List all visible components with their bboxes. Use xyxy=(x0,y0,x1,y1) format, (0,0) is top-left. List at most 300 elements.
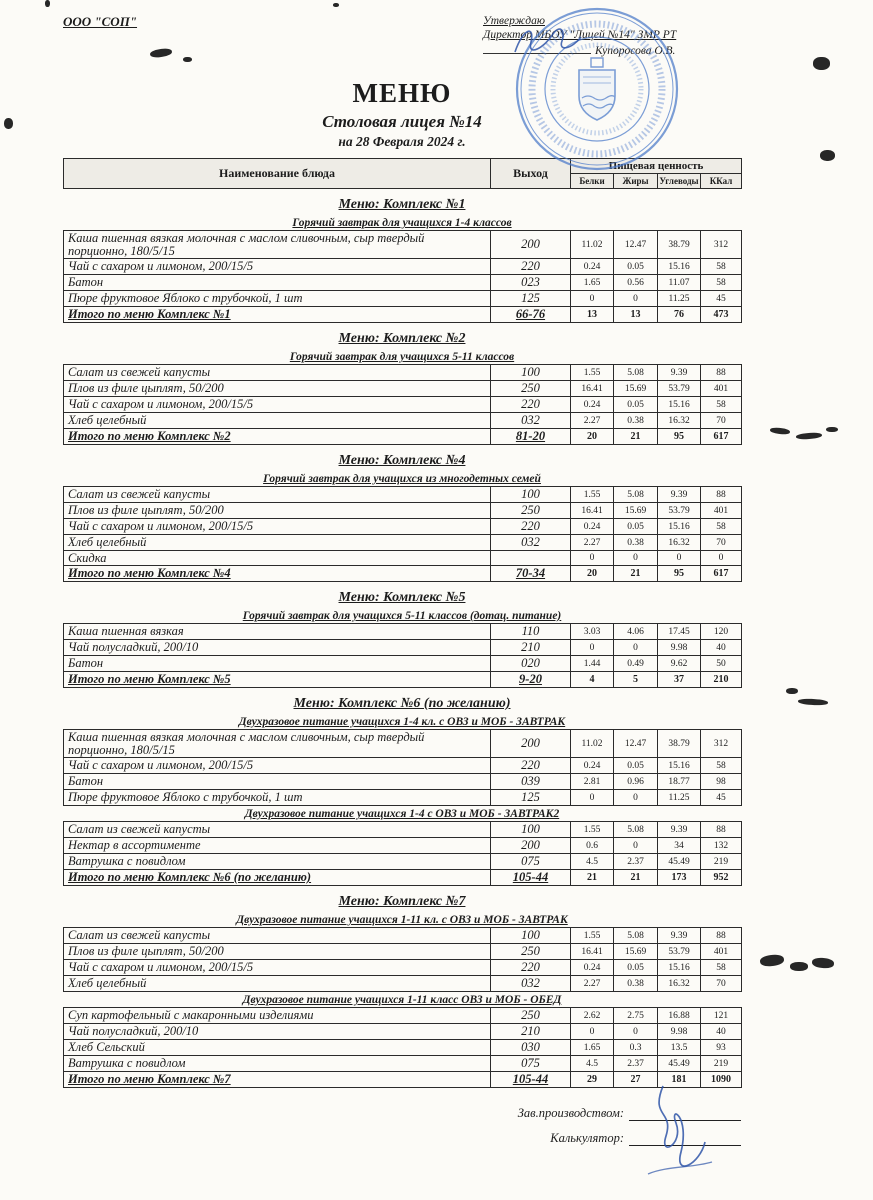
nutrition-value-cell: 53.79 xyxy=(658,503,701,519)
table-row xyxy=(64,275,742,291)
output-cell: 250 xyxy=(491,503,571,519)
menu-group-table xyxy=(63,486,742,582)
nutrition-value-cell: 4.5 xyxy=(571,854,614,870)
nutrition-value-cell: 58 xyxy=(701,758,742,774)
table-row xyxy=(64,519,742,535)
table-row xyxy=(64,551,742,566)
dish-name-cell: Чай с сахаром и лимоном, 200/15/5 xyxy=(64,960,491,976)
scan-artifact xyxy=(826,427,838,432)
col-header-kcal: ККал xyxy=(701,174,742,189)
nutrition-value-cell: 0.38 xyxy=(614,535,658,551)
nutrition-value-cell: 15.16 xyxy=(658,259,701,275)
dish-name-cell: Каша пшенная вязкая молочная с маслом сливочным, сыр твердый порционно, 180/5/15 xyxy=(64,231,491,259)
menu-group-subtitle: Горячий завтрак для учащихся 1-4 классов xyxy=(292,217,512,229)
output-cell: 100 xyxy=(491,365,571,381)
menu-group-subtitle: Двухразовое питание учащихся 1-4 кл. с ОВЗ и МОБ - ЗАВТРАК xyxy=(238,716,566,728)
nutrition-value-cell: 53.79 xyxy=(658,381,701,397)
nutrition-value-cell: 0 xyxy=(614,551,658,566)
output-cell: 100 xyxy=(491,928,571,944)
total-value-cell: 29 xyxy=(571,1072,614,1088)
total-row xyxy=(64,870,742,886)
table-row xyxy=(64,487,742,503)
table-row xyxy=(64,838,742,854)
output-cell: 220 xyxy=(491,960,571,976)
dish-name-cell: Пюре фруктовое Яблоко с трубочкой, 1 шт xyxy=(64,291,491,307)
page-subtitle: Столовая лицея №14 xyxy=(322,112,482,131)
table-row xyxy=(64,790,742,806)
nutrition-value-cell: 0 xyxy=(571,291,614,307)
menu-group-table xyxy=(63,230,742,323)
nutrition-value-cell: 5.08 xyxy=(614,365,658,381)
nutrition-value-cell: 0.24 xyxy=(571,960,614,976)
section-title: Меню: Комплекс №5 xyxy=(338,590,466,605)
page-date: на 28 Февраля 2024 г. xyxy=(338,134,466,149)
scan-artifact xyxy=(796,432,822,440)
menu-group-table xyxy=(63,364,742,445)
nutrition-value-cell: 0 xyxy=(614,1024,658,1040)
nutrition-value-cell: 11.02 xyxy=(571,231,614,259)
scan-artifact xyxy=(786,688,798,694)
scan-artifact xyxy=(812,957,835,969)
nutrition-value-cell: 9.39 xyxy=(658,365,701,381)
section-title: Меню: Комплекс №6 (по желанию) xyxy=(293,696,511,711)
table-row xyxy=(64,624,742,640)
col-header-output: Выход xyxy=(491,159,571,189)
total-value-cell: 4 xyxy=(571,672,614,688)
dish-name-cell: Салат из свежей капусты xyxy=(64,487,491,503)
output-cell: 125 xyxy=(491,790,571,806)
nutrition-value-cell: 0.05 xyxy=(614,960,658,976)
output-cell: 220 xyxy=(491,259,571,275)
nutrition-value-cell: 5.08 xyxy=(614,822,658,838)
scan-artifact xyxy=(770,427,791,435)
total-output-cell: 70-34 xyxy=(491,566,571,582)
nutrition-value-cell: 11.25 xyxy=(658,790,701,806)
scan-artifact xyxy=(183,57,192,62)
nutrition-value-cell: 16.88 xyxy=(658,1008,701,1024)
nutrition-value-cell: 0 xyxy=(571,790,614,806)
table-row xyxy=(64,944,742,960)
total-value-cell: 95 xyxy=(658,429,701,445)
dish-name-cell: Чай с сахаром и лимоном, 200/15/5 xyxy=(64,758,491,774)
output-cell: 075 xyxy=(491,854,571,870)
section-title: Меню: Комплекс №2 xyxy=(338,331,466,346)
table-row xyxy=(64,730,742,758)
nutrition-value-cell: 45 xyxy=(701,790,742,806)
dish-name-cell: Пюре фруктовое Яблоко с трубочкой, 1 шт xyxy=(64,790,491,806)
output-cell: 039 xyxy=(491,774,571,790)
nutrition-value-cell: 15.69 xyxy=(614,503,658,519)
scan-artifact xyxy=(333,3,339,7)
col-header-nutrition: Пищевая ценность xyxy=(571,159,742,174)
table-row xyxy=(64,774,742,790)
nutrition-value-cell: 88 xyxy=(701,365,742,381)
table-row xyxy=(64,503,742,519)
dish-name-cell: Нектар в ассортименте xyxy=(64,838,491,854)
nutrition-value-cell: 0.05 xyxy=(614,397,658,413)
approve-director-line: Директор МБОУ "Лицей №14" ЗМР РТ xyxy=(483,29,677,41)
total-label-cell: Итого по меню Комплекс №4 xyxy=(64,566,491,582)
output-cell: 220 xyxy=(491,397,571,413)
nutrition-value-cell: 312 xyxy=(701,231,742,259)
nutrition-value-cell: 2.27 xyxy=(571,535,614,551)
total-value-cell: 20 xyxy=(571,566,614,582)
menu-sections xyxy=(63,197,741,1088)
dish-name-cell: Чай с сахаром и лимоном, 200/15/5 xyxy=(64,519,491,535)
nutrition-value-cell: 0.56 xyxy=(614,275,658,291)
scan-artifact xyxy=(790,962,808,971)
calculator-signature xyxy=(608,1078,728,1198)
dish-name-cell: Плов из филе цыплят, 50/200 xyxy=(64,503,491,519)
table-row xyxy=(64,640,742,656)
table-row xyxy=(64,397,742,413)
dish-name-cell: Салат из свежей капусты xyxy=(64,365,491,381)
nutrition-value-cell: 17.45 xyxy=(658,624,701,640)
nutrition-value-cell: 1.55 xyxy=(571,822,614,838)
nutrition-value-cell: 9.39 xyxy=(658,928,701,944)
nutrition-value-cell: 0.24 xyxy=(571,519,614,535)
menu-group-table xyxy=(63,729,742,806)
nutrition-value-cell: 88 xyxy=(701,928,742,944)
nutrition-value-cell: 40 xyxy=(701,640,742,656)
nutrition-value-cell: 312 xyxy=(701,730,742,758)
output-cell: 100 xyxy=(491,487,571,503)
table-row xyxy=(64,259,742,275)
total-row xyxy=(64,429,742,445)
nutrition-value-cell: 15.16 xyxy=(658,397,701,413)
table-row xyxy=(64,413,742,429)
nutrition-value-cell: 2.37 xyxy=(614,1056,658,1072)
dish-name-cell: Салат из свежей капусты xyxy=(64,928,491,944)
nutrition-value-cell: 401 xyxy=(701,503,742,519)
col-header-fat: Жиры xyxy=(614,174,658,189)
nutrition-value-cell: 53.79 xyxy=(658,944,701,960)
nutrition-value-cell: 2.75 xyxy=(614,1008,658,1024)
nutrition-value-cell: 0.24 xyxy=(571,259,614,275)
nutrition-value-cell: 219 xyxy=(701,854,742,870)
menu-group-subtitle: Двухразовое питание учащихся 1-4 с ОВЗ и МОБ - ЗАВТРАК2 xyxy=(244,808,560,820)
dish-name-cell: Салат из свежей капусты xyxy=(64,822,491,838)
nutrition-value-cell: 4.06 xyxy=(614,624,658,640)
nutrition-value-cell: 0 xyxy=(614,790,658,806)
menu-group-subtitle: Горячий завтрак для учащихся 5-11 классов (дотац. питание) xyxy=(242,610,562,622)
nutrition-value-cell: 9.62 xyxy=(658,656,701,672)
total-label-cell: Итого по меню Комплекс №2 xyxy=(64,429,491,445)
dish-name-cell: Чай полусладкий, 200/10 xyxy=(64,640,491,656)
output-cell: 075 xyxy=(491,1056,571,1072)
output-cell: 200 xyxy=(491,838,571,854)
nutrition-value-cell: 58 xyxy=(701,275,742,291)
nutrition-value-cell: 0.96 xyxy=(614,774,658,790)
output-cell: 200 xyxy=(491,231,571,259)
total-row xyxy=(64,672,742,688)
menu-group-subtitle: Двухразовое питание учащихся 1-11 кл. с ОВЗ и МОБ - ЗАВТРАК xyxy=(236,914,568,926)
output-cell: 032 xyxy=(491,413,571,429)
nutrition-value-cell: 98 xyxy=(701,774,742,790)
table-row xyxy=(64,365,742,381)
col-header-dish: Наименование блюда xyxy=(64,159,491,189)
total-value-cell: 473 xyxy=(701,307,742,323)
total-output-cell: 81-20 xyxy=(491,429,571,445)
output-cell xyxy=(491,551,571,566)
total-value-cell: 181 xyxy=(658,1072,701,1088)
nutrition-value-cell: 16.32 xyxy=(658,976,701,992)
nutrition-value-cell: 58 xyxy=(701,259,742,275)
total-value-cell: 1090 xyxy=(701,1072,742,1088)
dish-name-cell: Чай полусладкий, 200/10 xyxy=(64,1024,491,1040)
nutrition-value-cell: 15.69 xyxy=(614,944,658,960)
nutrition-value-cell: 70 xyxy=(701,976,742,992)
nutrition-value-cell: 132 xyxy=(701,838,742,854)
nutrition-value-cell: 45 xyxy=(701,291,742,307)
nutrition-value-cell: 2.81 xyxy=(571,774,614,790)
dish-name-cell: Плов из филе цыплят, 50/200 xyxy=(64,944,491,960)
total-label-cell: Итого по меню Комплекс №7 xyxy=(64,1072,491,1088)
total-output-cell: 66-76 xyxy=(491,307,571,323)
output-cell: 100 xyxy=(491,822,571,838)
table-row xyxy=(64,1008,742,1024)
nutrition-value-cell: 15.69 xyxy=(614,381,658,397)
nutrition-value-cell: 38.79 xyxy=(658,730,701,758)
nutrition-value-cell: 5.08 xyxy=(614,487,658,503)
table-row xyxy=(64,381,742,397)
menu-group-table xyxy=(63,927,742,992)
table-row xyxy=(64,231,742,259)
dish-name-cell: Хлеб целебный xyxy=(64,535,491,551)
menu-group-table xyxy=(63,623,742,688)
scan-artifact xyxy=(820,150,835,161)
total-label-cell: Итого по меню Комплекс №6 (по желанию) xyxy=(64,870,491,886)
nutrition-value-cell: 0.24 xyxy=(571,758,614,774)
production-manager-label: Зав.производством: xyxy=(517,1106,624,1120)
nutrition-value-cell: 2.62 xyxy=(571,1008,614,1024)
menu-group-table xyxy=(63,1007,742,1088)
scan-artifact xyxy=(4,118,13,129)
nutrition-value-cell: 5.08 xyxy=(614,928,658,944)
total-value-cell: 13 xyxy=(571,307,614,323)
nutrition-value-cell: 0.05 xyxy=(614,519,658,535)
nutrition-value-cell: 9.98 xyxy=(658,1024,701,1040)
col-header-carbs: Углеводы xyxy=(658,174,701,189)
nutrition-value-cell: 0 xyxy=(614,838,658,854)
nutrition-value-cell: 2.27 xyxy=(571,413,614,429)
table-row xyxy=(64,854,742,870)
nutrition-value-cell: 18.77 xyxy=(658,774,701,790)
table-row xyxy=(64,758,742,774)
output-cell: 220 xyxy=(491,519,571,535)
nutrition-value-cell: 3.03 xyxy=(571,624,614,640)
output-cell: 250 xyxy=(491,1008,571,1024)
nutrition-value-cell: 12.47 xyxy=(614,730,658,758)
total-row xyxy=(64,307,742,323)
menu-group-subtitle: Горячий завтрак для учащихся из многодетных семей xyxy=(263,473,541,485)
nutrition-value-cell: 0 xyxy=(571,551,614,566)
total-value-cell: 21 xyxy=(614,870,658,886)
nutrition-value-cell: 70 xyxy=(701,535,742,551)
output-cell: 110 xyxy=(491,624,571,640)
total-output-cell: 105-44 xyxy=(491,870,571,886)
director-signature xyxy=(505,20,600,67)
total-value-cell: 5 xyxy=(614,672,658,688)
dish-name-cell: Скидка xyxy=(64,551,491,566)
table-row xyxy=(64,960,742,976)
nutrition-value-cell: 16.41 xyxy=(571,503,614,519)
total-output-cell: 9-20 xyxy=(491,672,571,688)
nutrition-value-cell: 93 xyxy=(701,1040,742,1056)
nutrition-value-cell: 401 xyxy=(701,381,742,397)
total-value-cell: 76 xyxy=(658,307,701,323)
table-row xyxy=(64,822,742,838)
total-value-cell: 617 xyxy=(701,429,742,445)
nutrition-value-cell: 40 xyxy=(701,1024,742,1040)
menu-group-subtitle: Горячий завтрак для учащихся 5-11 классов xyxy=(289,351,515,363)
scan-artifact xyxy=(759,954,784,967)
nutrition-value-cell: 120 xyxy=(701,624,742,640)
output-cell: 220 xyxy=(491,758,571,774)
output-cell: 125 xyxy=(491,291,571,307)
nutrition-value-cell: 1.55 xyxy=(571,365,614,381)
total-value-cell: 20 xyxy=(571,429,614,445)
nutrition-value-cell: 2.27 xyxy=(571,976,614,992)
nutrition-value-cell: 4.5 xyxy=(571,1056,614,1072)
section-title: Меню: Комплекс №7 xyxy=(338,894,466,909)
nutrition-value-cell: 9.39 xyxy=(658,822,701,838)
table-row xyxy=(64,976,742,992)
nutrition-value-cell: 1.55 xyxy=(571,487,614,503)
output-cell: 200 xyxy=(491,730,571,758)
total-value-cell: 21 xyxy=(614,429,658,445)
total-value-cell: 27 xyxy=(614,1072,658,1088)
dish-name-cell: Батон xyxy=(64,774,491,790)
nutrition-value-cell: 0.3 xyxy=(614,1040,658,1056)
nutrition-value-cell: 219 xyxy=(701,1056,742,1072)
nutrition-value-cell: 0.05 xyxy=(614,758,658,774)
dish-name-cell: Батон xyxy=(64,275,491,291)
dish-name-cell: Плов из филе цыплят, 50/200 xyxy=(64,381,491,397)
total-label-cell: Итого по меню Комплекс №1 xyxy=(64,307,491,323)
dish-name-cell: Чай с сахаром и лимоном, 200/15/5 xyxy=(64,397,491,413)
nutrition-value-cell: 0.05 xyxy=(614,259,658,275)
nutrition-value-cell: 0 xyxy=(658,551,701,566)
dish-name-cell: Каша пшенная вязкая xyxy=(64,624,491,640)
output-cell: 020 xyxy=(491,656,571,672)
nutrition-value-cell: 1.44 xyxy=(571,656,614,672)
scan-artifact xyxy=(45,0,50,7)
nutrition-value-cell: 45.49 xyxy=(658,854,701,870)
nutrition-value-cell: 121 xyxy=(701,1008,742,1024)
nutrition-value-cell: 0 xyxy=(614,640,658,656)
total-value-cell: 21 xyxy=(571,870,614,886)
table-row xyxy=(64,1024,742,1040)
nutrition-value-cell: 13.5 xyxy=(658,1040,701,1056)
total-output-cell: 105-44 xyxy=(491,1072,571,1088)
nutrition-value-cell: 45.49 xyxy=(658,1056,701,1072)
nutrition-value-cell: 0 xyxy=(571,1024,614,1040)
nutrition-value-cell: 11.07 xyxy=(658,275,701,291)
nutrition-value-cell: 401 xyxy=(701,944,742,960)
nutrition-value-cell: 0.38 xyxy=(614,413,658,429)
nutrition-value-cell: 88 xyxy=(701,822,742,838)
total-value-cell: 37 xyxy=(658,672,701,688)
output-cell: 032 xyxy=(491,535,571,551)
nutrition-value-cell: 15.16 xyxy=(658,519,701,535)
dish-name-cell: Ватрушка с повидлом xyxy=(64,1056,491,1072)
nutrition-value-cell: 15.16 xyxy=(658,960,701,976)
company-name: ООО "СОП" xyxy=(63,14,138,29)
nutrition-value-cell: 9.39 xyxy=(658,487,701,503)
table-row xyxy=(64,928,742,944)
dish-name-cell: Ватрушка с повидлом xyxy=(64,854,491,870)
total-value-cell: 173 xyxy=(658,870,701,886)
total-value-cell: 952 xyxy=(701,870,742,886)
nutrition-value-cell: 1.55 xyxy=(571,928,614,944)
nutrition-value-cell: 1.65 xyxy=(571,1040,614,1056)
total-label-cell: Итого по меню Комплекс №5 xyxy=(64,672,491,688)
output-cell: 250 xyxy=(491,944,571,960)
page-title: МЕНЮ xyxy=(352,78,452,108)
nutrition-value-cell: 0.6 xyxy=(571,838,614,854)
nutrition-value-cell: 58 xyxy=(701,397,742,413)
director-name: Купоросова О.В. xyxy=(595,45,676,57)
nutrition-value-cell: 0.24 xyxy=(571,397,614,413)
output-cell: 023 xyxy=(491,275,571,291)
scan-artifact xyxy=(813,57,830,70)
dish-name-cell: Хлеб Сельский xyxy=(64,1040,491,1056)
nutrition-value-cell: 0 xyxy=(701,551,742,566)
nutrition-value-cell: 2.37 xyxy=(614,854,658,870)
table-row xyxy=(64,656,742,672)
nutrition-value-cell: 0 xyxy=(571,640,614,656)
total-value-cell: 13 xyxy=(614,307,658,323)
nutrition-value-cell: 58 xyxy=(701,519,742,535)
output-cell: 210 xyxy=(491,640,571,656)
nutrition-value-cell: 15.16 xyxy=(658,758,701,774)
table-row xyxy=(64,535,742,551)
dish-name-cell: Батон xyxy=(64,656,491,672)
table-row xyxy=(64,291,742,307)
approve-word: Утверждаю xyxy=(483,15,545,27)
total-row xyxy=(64,566,742,582)
menu-group-subtitle: Двухразовое питание учащихся 1-11 класс ОВЗ и МОБ - ОБЕД xyxy=(242,994,562,1006)
output-cell: 032 xyxy=(491,976,571,992)
menu-group-table xyxy=(63,821,742,886)
nutrition-value-cell: 50 xyxy=(701,656,742,672)
dish-name-cell: Хлеб целебный xyxy=(64,413,491,429)
nutrition-value-cell: 16.41 xyxy=(571,944,614,960)
nutrition-value-cell: 38.79 xyxy=(658,231,701,259)
nutrition-value-cell: 34 xyxy=(658,838,701,854)
nutrition-value-cell: 0.38 xyxy=(614,976,658,992)
nutrition-value-cell: 9.98 xyxy=(658,640,701,656)
nutrition-value-cell: 0 xyxy=(614,291,658,307)
nutrition-value-cell: 11.02 xyxy=(571,730,614,758)
nutrition-value-cell: 16.32 xyxy=(658,413,701,429)
dish-name-cell: Хлеб целебный xyxy=(64,976,491,992)
section-title: Меню: Комплекс №1 xyxy=(338,197,466,212)
table-row xyxy=(64,1056,742,1072)
nutrition-value-cell: 0.49 xyxy=(614,656,658,672)
dish-name-cell: Чай с сахаром и лимоном, 200/15/5 xyxy=(64,259,491,275)
dish-name-cell: Каша пшенная вязкая молочная с маслом сливочным, сыр твердый порционно, 180/5/15 xyxy=(64,730,491,758)
output-cell: 030 xyxy=(491,1040,571,1056)
nutrition-value-cell: 11.25 xyxy=(658,291,701,307)
total-value-cell: 210 xyxy=(701,672,742,688)
nutrition-value-cell: 58 xyxy=(701,960,742,976)
nutrition-value-cell: 12.47 xyxy=(614,231,658,259)
total-value-cell: 95 xyxy=(658,566,701,582)
col-header-protein: Белки xyxy=(571,174,614,189)
dish-name-cell: Суп картофельный с макаронными изделиями xyxy=(64,1008,491,1024)
